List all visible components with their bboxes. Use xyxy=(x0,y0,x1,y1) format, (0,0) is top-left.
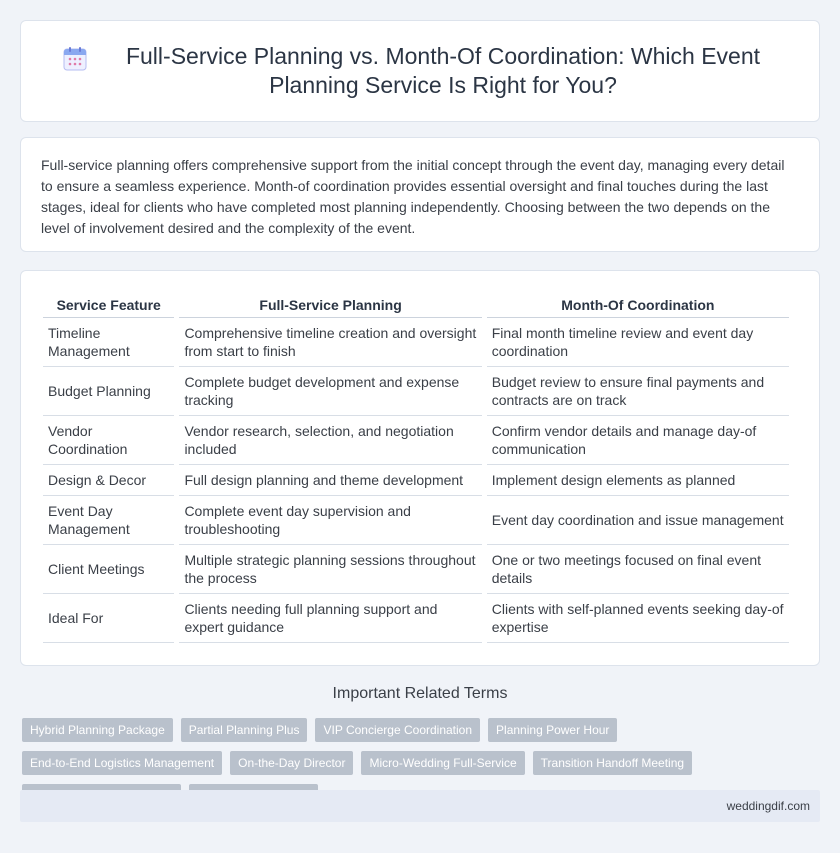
row-feature: Vendor Coordination xyxy=(43,416,174,465)
related-term-tag[interactable]: Planning Power Hour xyxy=(488,718,617,742)
comparison-table xyxy=(38,291,794,643)
row-full-service: Full design planning and theme development xyxy=(179,465,481,496)
table-row xyxy=(43,465,789,496)
row-full-service: Comprehensive timeline creation and oversight from start to finish xyxy=(179,318,481,367)
table-row xyxy=(43,416,789,465)
row-month-of: Implement design elements as planned xyxy=(487,465,789,496)
column-header-feature: Service Feature xyxy=(43,291,174,318)
related-term-tag[interactable]: On-the-Day Director xyxy=(230,751,353,775)
row-full-service: Clients needing full planning support and expert guidance xyxy=(179,594,481,643)
row-full-service: Multiple strategic planning sessions throughout the process xyxy=(179,545,481,594)
related-term-tag[interactable]: VIP Concierge Coordination xyxy=(315,718,480,742)
table-header-row xyxy=(43,291,789,318)
row-feature: Event Day Management xyxy=(43,496,174,545)
row-month-of: One or two meetings focused on final event details xyxy=(487,545,789,594)
table-row xyxy=(43,594,789,643)
header-content xyxy=(62,42,778,100)
column-header-full-service: Full-Service Planning xyxy=(179,291,481,318)
row-month-of: Confirm vendor details and manage day-of communication xyxy=(487,416,789,465)
table-row xyxy=(43,367,789,416)
row-feature: Budget Planning xyxy=(43,367,174,416)
row-month-of: Final month timeline review and event day coordination xyxy=(487,318,789,367)
related-term-tag[interactable]: Partial Planning Plus xyxy=(181,718,308,742)
row-full-service: Complete budget development and expense tracking xyxy=(179,367,481,416)
intro-text: Full-service planning offers comprehensive support from the initial concept through the event day, managing every detail to ensure a seamless experience. Month-of coordination provides essential oversight and final touches during the last stages, ideal for clients who have completed most planning independently. Choosing between the two depends on the level of involvement desired and the complexity of the event. xyxy=(41,157,785,236)
related-term-tag[interactable]: Transition Handoff Meeting xyxy=(533,751,692,775)
row-feature: Timeline Management xyxy=(43,318,174,367)
calendar-icon xyxy=(62,46,88,72)
intro-card xyxy=(20,137,820,252)
footer-site-link[interactable]: weddingdif.com xyxy=(726,799,810,813)
row-month-of: Clients with self-planned events seeking day-of expertise xyxy=(487,594,789,643)
row-month-of: Budget review to ensure final payments and contracts are on track xyxy=(487,367,789,416)
row-feature: Client Meetings xyxy=(43,545,174,594)
header-card xyxy=(20,20,820,122)
table-row xyxy=(43,545,789,594)
related-term-tag[interactable]: Hybrid Planning Package xyxy=(22,718,173,742)
related-term-tag[interactable]: Micro-Wedding Full-Service xyxy=(361,751,524,775)
row-month-of: Event day coordination and issue management xyxy=(487,496,789,545)
column-header-month-of: Month-Of Coordination xyxy=(487,291,789,318)
table-row xyxy=(43,318,789,367)
table-row xyxy=(43,496,789,545)
row-feature: Design & Decor xyxy=(43,465,174,496)
row-full-service: Complete event day supervision and troubleshooting xyxy=(179,496,481,545)
row-full-service: Vendor research, selection, and negotiation included xyxy=(179,416,481,465)
row-feature: Ideal For xyxy=(43,594,174,643)
comparison-table-card xyxy=(20,270,820,666)
related-term-tag[interactable]: End-to-End Logistics Management xyxy=(22,751,222,775)
page-title: Full-Service Planning vs. Month-Of Coordination: Which Event Planning Service Is Right for You? xyxy=(125,43,761,98)
footer xyxy=(20,790,820,822)
related-terms-title: Important Related Terms xyxy=(332,685,508,702)
